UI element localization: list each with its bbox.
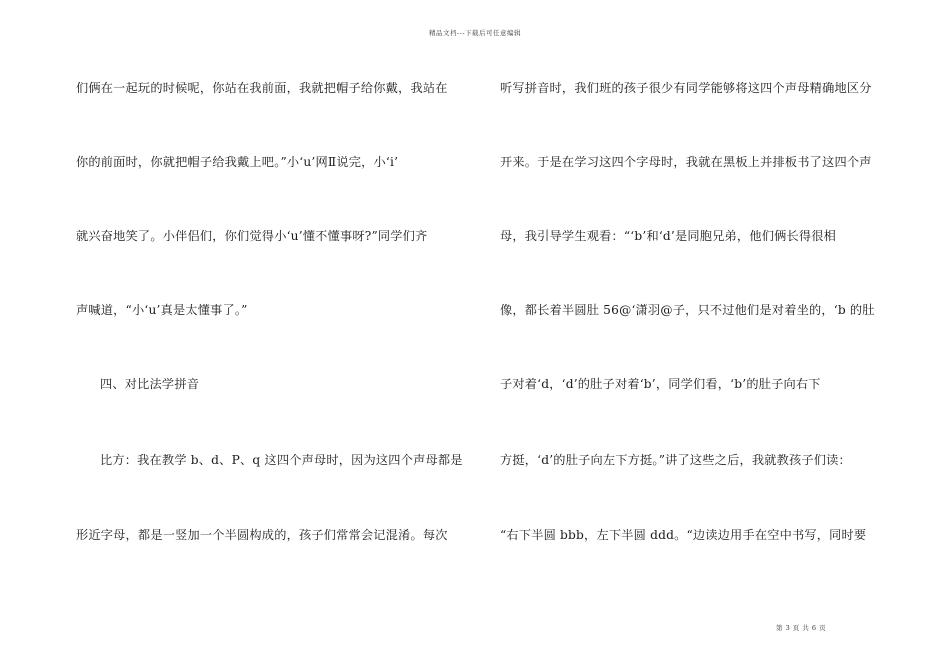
page-header: 精品文档---下载后可任意编辑 bbox=[428, 29, 522, 37]
paragraph-line: 听写拼音时，我们班的孩子很少有同学能够将这四个声母精确地区分 bbox=[500, 81, 872, 95]
paragraph-line: 母，我引导学生观看：“‘b’和‘d’是同胞兄弟，他们俩长得很相 bbox=[500, 229, 837, 243]
paragraph-line: 像，都长着半圆肚 56@‘潇羽@子，只不过他们是对着坐的，‘b 的肚 bbox=[500, 303, 875, 317]
paragraph-line: 形近字母，都是一竖加一个半圆构成的，孩子们常常会记混淆。每次 bbox=[76, 528, 448, 542]
paragraph-line: 比方：我在教学 b、d、P、q 这四个声母时，因为这四个声母都是 bbox=[100, 453, 463, 467]
paragraph-line: 你的前面时，你就把帽子给我戴上吧。”小‘u’网Ⅱ说完，小‘i’ bbox=[76, 155, 399, 169]
paragraph-line: 子对着‘d，‘d’的肚子对着‘b’，同学们看，‘b’的肚子向右下 bbox=[500, 377, 821, 391]
paragraph-line: 开来。于是在学习这四个字母时，我就在黑板上并排板书了这四个声 bbox=[500, 155, 872, 169]
paragraph-line: 声喊道，“小‘u’真是太懂事了。” bbox=[76, 303, 248, 317]
paragraph-line: 们俩在一起玩的时候呢，你站在我前面，我就把帽子给你戴，我站在 bbox=[76, 81, 448, 95]
paragraph-line: 方挺，‘d’的肚子向左下方挺。”讲了这些之后，我就教孩子们读： bbox=[500, 453, 851, 467]
paragraph-line: 就兴奋地笑了。小伴侣们，你们觉得小‘u’懂不懂事呀?”同学们齐 bbox=[76, 229, 428, 243]
paragraph-line: “右下半圆 bbb，左下半圆 ddd。“边读边用手在空中书写，同时要 bbox=[500, 528, 867, 542]
page-number-footer: 第 3 页 共 6 页 bbox=[776, 624, 827, 632]
section-heading: 四、对比法学拼音 bbox=[100, 377, 200, 391]
